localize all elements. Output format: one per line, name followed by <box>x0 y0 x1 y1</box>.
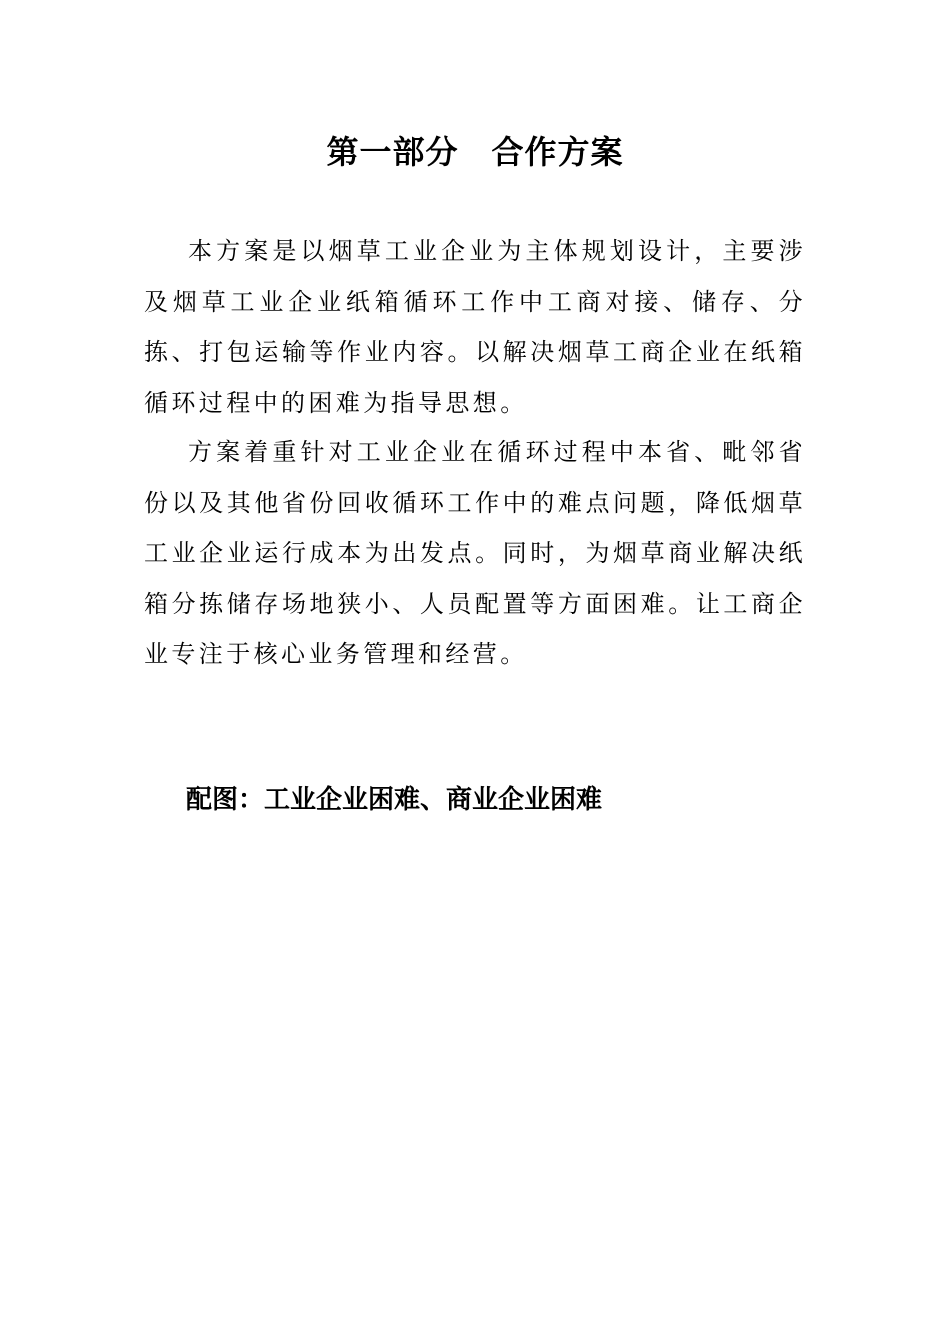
paragraph-focus: 方案着重针对工业企业在循环过程中本省、毗邻省份以及其他省份回收循环工作中的难点问题，降低烟草工业企业运行成本为出发点。同时，为烟草商业解决纸箱分拣储存场地狭小、人员配置等方面困难。让工商企业专注于核心业务管理和经营。 <box>144 438 806 668</box>
paragraph-scope: 本方案是以烟草工业企业为主体规划设计，主要涉及烟草工业企业纸箱循环工作中工商对接、储存、分拣、打包运输等作业内容。以解决烟草工商企业在纸箱循环过程中的困难为指导思想。 <box>144 237 806 417</box>
section-title: 第一部分 合作方案 <box>326 133 624 171</box>
figure-caption: 配图：工业企业困难、商业企业困难 <box>186 785 603 815</box>
